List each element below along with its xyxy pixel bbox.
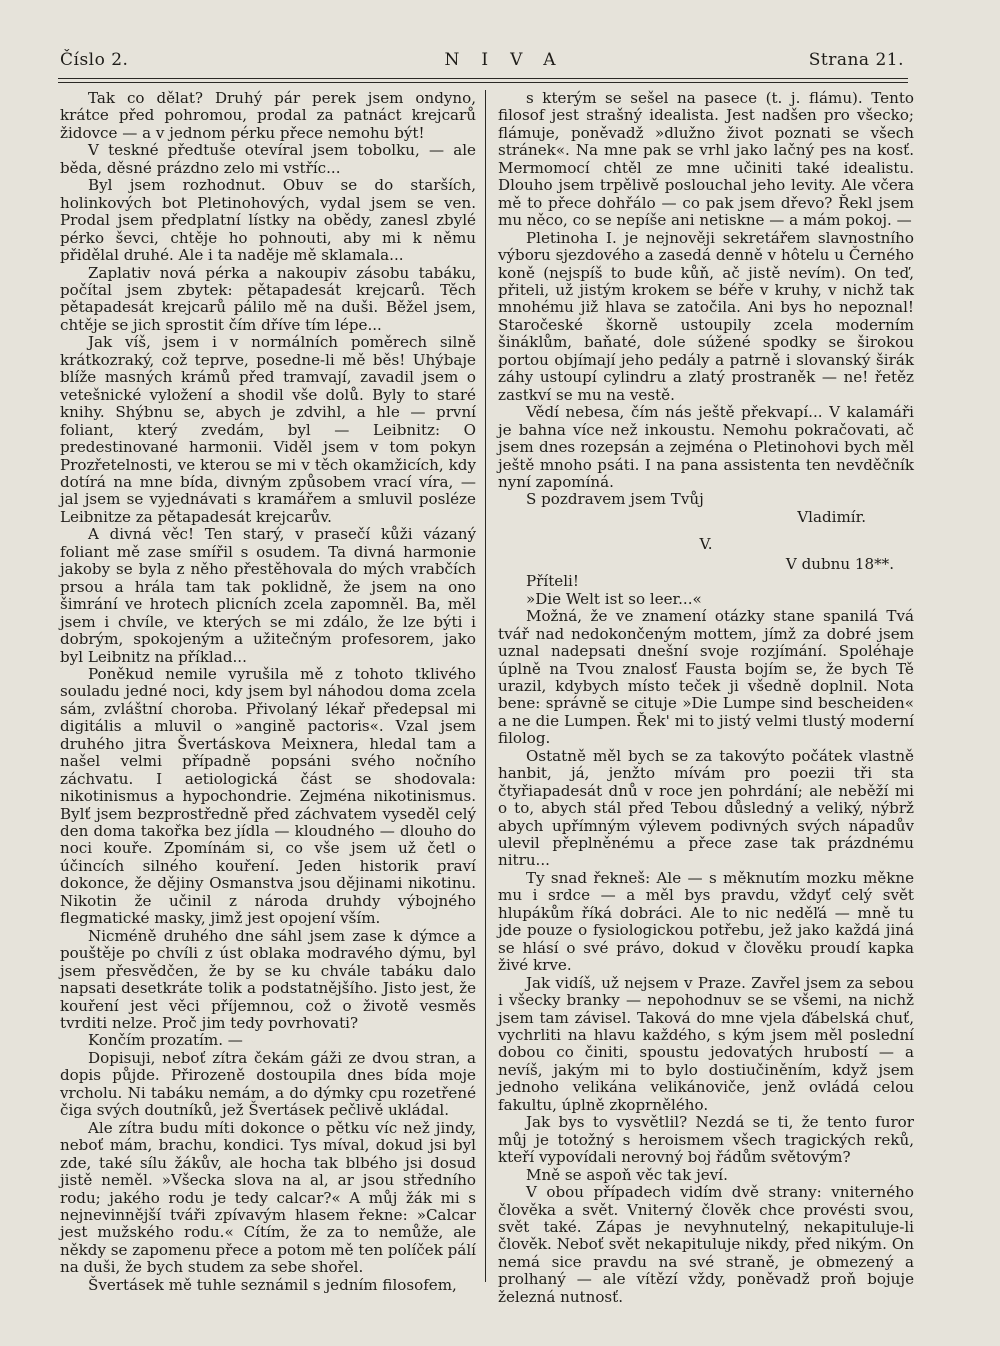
paragraph: Možná, že ve znamení otázky stane spanilá Tvá tvář nad nedokončeným mottem, jímž za dobré jsem uznal nadepsati dnešní svoje rozjímání. Spoléhaje úplně na Tvou znalosť Fausta bojím se, že bych Tě urazil, kdybych místo teček ji všedně doplnil. Nota bene: správně se cituje »Die Lumpe sind bescheiden« a ne die Lumpen. Řek' mi to jistý velmi tlustý moderní filolog.	[498, 607, 914, 748]
paragraph: Ale zítra budu míti dokonce o pětku víc než jindy, neboť mám, brachu, kondici. Tys míval, dokud jsi byl zde, také sílu žákův, ale hocha tak blbého jsi dosud jistě neměl. »Všecka slova na al, ar jsou středního rodu; jakého rodu je tedy calcar?« A můj žák mi s nejnevinnější tváři zpívavým hlasem řekne: »Calcar jest mužského rodu.« Cítím, že za to nemůže, ale někdy se zapomenu přece a potom mě ten políček pálí na duši, že bych studem za sebe shořel.	[60, 1118, 476, 1277]
paragraph: Končím prozatím. —	[88, 1031, 243, 1050]
left-column	[60, 90, 476, 1294]
paragraph: Ostatně měl bych se za takovýto počátek vlastně hanbit, já, jenžto mívám pro poezii tři sta čtyřiapadesát dnů v roce jen pohrdání; ale neběží mi o to, abych stál před Tebou důsledný a veliký, nýbrž abych upřímným výlevem podivných svých nápadův ulevil přeplněnému a přece zase tak prázdnému nitru...	[498, 746, 914, 870]
paragraph: Dopisuji, neboť zítra čekám gáži ze dvou stran, a dopis půjde. Přirozeně dostoupila dnes bída moje vrcholu. Ni tabáku nemám, a do dýmky cpu rozetřené čiga svých doutníků, jež Švertásek pečlivě ukládal.	[60, 1048, 476, 1120]
right-column	[498, 90, 914, 1306]
paragraph: Byl jsem rozhodnut. Obuv se do starších, holinkových bot Pletinohových, vydal jsem se ven. Prodal jsem předplatní lístky na obědy, zanesl zbylé pérko ševci, chtěje ho pohnouti, aby mi k němu přidělal druhé. Ale i ta naděje mě sklamala...	[60, 176, 476, 265]
masthead-title: NIVA	[444, 50, 578, 70]
closing-line: S pozdravem jsem Tvůj	[526, 490, 704, 509]
letter-date: V dubnu 18**.	[785, 554, 894, 573]
paragraph: Nicméně druhého dne sáhl jsem zase k dýmce a pouštěje po chvíli z úst oblaka modravého dýmu, byl jsem přesvědčen, že by se ku chvále tabáku dalo napsati desetkráte tolik a podstatnějšího. Jisto jest, že kouření jest věci příjemnou, což o životě vesměs tvrditi nelze. Proč jim tedy povrhovati?	[60, 926, 476, 1033]
header-rule-double	[58, 82, 908, 83]
paragraph: Mně se aspoň věc tak jeví.	[526, 1165, 728, 1184]
paragraph: Zaplativ nová pérka a nakoupiv zásobu tabáku, počítal jsem zbytek: pětapadesát krejcarů. Těch pětapadesát krejcarů pálilo mě na duši. Běžel jsem, chtěje se jich sprostit čím dříve tím lépe...	[60, 263, 476, 334]
column-divider	[485, 90, 486, 1282]
paragraph: V teskné předtuše otevíral jsem tobolku, — ale běda, děsné prázdno zelo mi vstříc...	[60, 141, 476, 177]
motto: »Die Welt ist so leer...«	[526, 589, 702, 608]
paragraph: s kterým se sešel na pasece (t. j. flámu). Tento filosof jest strašný idealista. Jest nadšen pro všecko; flámuje, poněvadž »dlužno život poznati se všech stránek«. Na mne pak se vrhl jako lačný pes na kosť. Mermomocí chtěl ze mne učiniti také idealistu. Dlouho jsem trpělivě poslouchal jeho levity. Ale včera mě to přece dohřálo — co pak jsem dřevo? Řekl jsem mu něco, co se nepíše ani netiskne — a mám pokoj. —	[498, 89, 914, 230]
paragraph: A divná věc! Ten starý, v prasečí kůži vázaný foliant mě zase smířil s osudem. Ta divná harmonie jakoby se byla z něho přestěhovala do mých vrabčích prsou a hrála tam tak poklidně, že jsem na ono šimrání ve hrotech plicních zcela zapomněl. Ba, měl jsem i chvíle, ve kterých se mi zdálo, že lze býti i dobrým, spokojeným a užitečným profesorem, jako byl Leibnitz na příklad...	[60, 525, 476, 666]
paragraph: Tak co dělat? Druhý pár perek jsem ondyno, krátce před pohromou, prodal za patnáct krejcarů židovce — a v jednom pérku přece nemohu být!	[60, 89, 476, 142]
paragraph: Ty snad řekneš: Ale — s měknutím mozku měkne mu i srdce — a měl bys pravdu, vždyť celý svět hlupákům říká dobráci. Ale to nic neděľá — mně tu jde pouze o fysiologickou potřebu, jež jako každá jiná se hlásí o své právo, dokud v člověku proudí kapka živé krve.	[498, 868, 914, 975]
paragraph: Poněkud nemile vyrušila mě z tohoto tklivého souladu jedné noci, kdy jsem byl náhodou doma zcela sám, zvláštní choroba. Přivolaný lékař předepsal mi digitális a mluvil o »angině pactoris«. Vzal jsem druhého jitra Švertáskova Meixnera, hledal tam a našel velmi případně popsáni svého nočního záchvatu. I aetiologická část se shodovala: nikotinismus a hypochondrie. Zejména nikotinismus. Bylť jsem bezprostředně před záchvatem vyseděl celý den doma takořka bez jídla — kloudného — dlouho do noci kouře. Zpomínám si, co vše jsem už četl o účincích silného kouření. Jeden historik praví dokonce, že dějiny Osmanstva jsou dějinami nikotinu. Nikotin že učinil z národa druhdy výbojného flegmatické masky, jimž jest opojení vším.	[60, 664, 476, 928]
paragraph: Jak bys to vysvětlil? Nezdá se ti, že tento furor můj je totožný s heroismem všech tragických reků, kteří vypovídali nerovný boj řádům světovým?	[498, 1113, 914, 1167]
header-rule	[58, 78, 908, 79]
section-number: V.	[699, 535, 713, 554]
paragraph: Švertásek mě tuhle seznámil s jedním filosofem,	[88, 1275, 457, 1294]
paragraph: Jak víš, jsem i v normálních poměrech silně krátkozraký, což teprve, posedne-li mě běs! Uhýbaje blíže masných krámů před tramvají, zavadil jsem o vetešnické vyložení a shodil vše dolů. Byly to staré knihy. Shýbnu se, abych je zdvihl, a hle — první foliant, který zvedám, byl — Leibnitz: O predestinované harmonii. Viděl jsem v tom pokyn Prozřetelnosti, ve kterou se mi v těch okamžicích, kdy dotírá na mne bída, divným způsobem vrací víra, — jal jsem se vyjednávati s kramářem a smluvil posléze Leibnitze za pětapadesát krejcarův.	[60, 333, 476, 526]
paragraph: Jak vidíš, už nejsem v Praze. Zavřel jsem za sebou i všecky branky — nepohodnuv se se všemi, na nichž jsem tam závisel. Taková do mne vjela ďábelská chuť, vychrliti na hlavu každého, s kým jsem měl poslední dobou co činiti, spoustu jedovatých hrubostí — a nevíš, jakým mi to bylo dostiučiněním, když jsem jednoho velikána velikánoviče, jenž ovládá celou fakultu, úplně zkoprnělého.	[498, 973, 914, 1114]
spacer	[498, 526, 914, 534]
paragraph: V obou případech vidím dvě strany: vniterného člověka a svět. Vniterný člověk chce provésti svou, svět také. Zápas je nevyhnutelný, nekapituluje-li člověk. Neboť svět nekapituluje nikdy, před nikým. On nemá sice pravdu na své straně, je obmezený a prolhaný — ale vítězí vždy, poněvadž proň bojuje železná nutnosť.	[498, 1183, 914, 1306]
signature: Vladimír.	[797, 507, 866, 526]
paragraph: Pletinoha I. je nejnověji sekretářem slavnostního výboru sjezdového a zasedá denně v hôtelu u Černého koně (nejspíš to bude kůň, ač jistě nevím). On teď, přiteli, už jistým krokem se béře v kruhy, v nichž tak mnohému již hlava se zatočila. Ani bys ho nepoznal! Staročeské škorně ustoupily zcela moderním šináklům, baňaté, dole súžené spodky se širokou portou objímají jeho pedály a patrně i slovanský širák záhy ustoupí cylindru a zlatý prostraněk — ne! řetěz zastkví se mu na vestě.	[498, 228, 914, 404]
salutation: Příteli!	[526, 572, 579, 591]
paragraph: Vědí nebesa, čím nás ještě překvapí... V kalamáři je bahna více než inkoustu. Nemohu pokračovati, ač jsem dnes rozepsán a zejména o Pletinohovi bych měl ještě mnoho psáti. I na pana assistenta ten nevděčník nyní zapomíná.	[498, 403, 914, 491]
page-number: Strana 21.	[808, 50, 904, 70]
issue-number: Číslo 2.	[60, 50, 129, 70]
